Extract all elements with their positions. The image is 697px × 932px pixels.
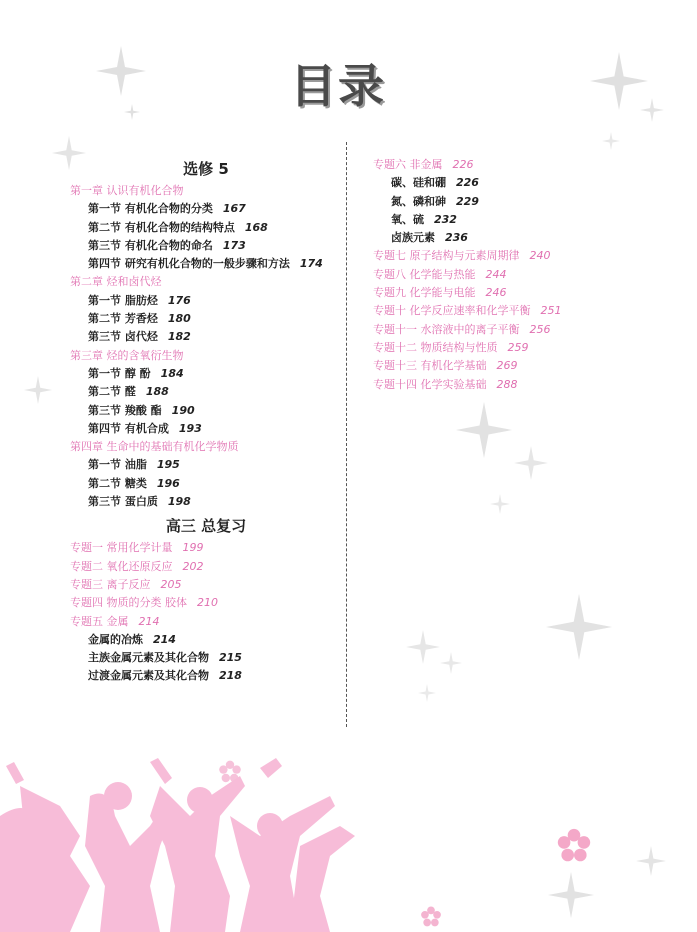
toc-page-number: 176	[167, 293, 191, 307]
toc-page-number: 210	[197, 596, 218, 610]
toc-section-entry[interactable]	[373, 229, 673, 247]
toc-section-entry[interactable]	[70, 365, 342, 383]
toc-chapter-entry[interactable]	[70, 347, 342, 365]
column-divider	[346, 142, 347, 727]
toc-page-number: 182	[167, 330, 191, 344]
toc-section-entry[interactable]	[70, 328, 342, 346]
toc-entry-title: 第一节 有机化合物的分类	[88, 202, 213, 216]
flower-icon	[556, 828, 592, 864]
toc-chapter-entry[interactable]	[373, 321, 673, 339]
toc-entry-title: 专题十四 化学实验基础	[373, 377, 487, 391]
toc-section-entry[interactable]	[70, 255, 342, 273]
toc-section-entry[interactable]	[70, 219, 342, 237]
toc-page-number: 251	[540, 304, 562, 318]
sparkle-icon	[640, 98, 664, 122]
toc-page-number: 226	[452, 158, 474, 171]
toc-page-number: 184	[160, 366, 184, 380]
toc-chapter-entry[interactable]	[70, 558, 342, 576]
toc-chapter-entry[interactable]	[373, 302, 673, 320]
toc-section-entry[interactable]	[373, 193, 673, 211]
toc-page-number: 229	[456, 194, 479, 208]
toc-page-number: 246	[485, 286, 507, 300]
toc-page-number: 199	[182, 541, 204, 555]
sparkle-icon	[548, 872, 594, 918]
toc-entry-title: 专题二 氧化还原反应	[70, 559, 173, 573]
toc-chapter-entry[interactable]	[373, 284, 673, 302]
toc-section-entry[interactable]	[70, 237, 342, 255]
toc-page-number: 236	[445, 231, 468, 245]
toc-entry-title: 氧、硫	[391, 212, 424, 226]
toc-page-number: 226	[456, 176, 479, 190]
toc-entry-title: 第一节 脂肪烃	[88, 293, 158, 307]
toc-section-entry[interactable]	[70, 310, 342, 328]
toc-section-entry[interactable]	[70, 383, 342, 401]
toc-page-number: 190	[171, 403, 195, 417]
toc-entry-title: 第一节 油脂	[88, 458, 147, 472]
toc-section-entry[interactable]	[70, 649, 342, 667]
toc-page-number: 195	[156, 458, 180, 472]
toc-chapter-entry[interactable]	[373, 339, 673, 357]
toc-entry-title: 专题十三 有机化学基础	[373, 359, 487, 373]
toc-section-entry[interactable]	[373, 174, 673, 192]
toc-entry-title: 专题十二 物质结构与性质	[373, 340, 498, 354]
toc-section-entry[interactable]	[70, 292, 342, 310]
toc-entry-title: 氮、磷和砷	[391, 194, 446, 208]
toc-page-number: 218	[219, 669, 242, 683]
toc-entry-title: 第二节 糖类	[88, 476, 147, 490]
toc-section-entry[interactable]	[70, 631, 342, 649]
toc-entry-title: 第二章 烃和卤代烃	[70, 275, 162, 289]
toc-entry-title: 专题八 化学能与热能	[373, 267, 476, 281]
sparkle-icon	[418, 684, 436, 702]
toc-chapter-entry[interactable]	[70, 613, 342, 631]
toc-page-number: 214	[138, 614, 160, 628]
toc-entry-title: 第三章 烃的含氧衍生物	[70, 348, 184, 362]
toc-entry-title: 第一章 认识有机化合物	[70, 184, 184, 197]
toc-entry-title: 第四节 研究有机化合物的一般步骤和方法	[88, 257, 290, 271]
toc-entry-title: 第三节 蛋白质	[88, 495, 158, 509]
section-heading: 选修 5	[183, 160, 229, 178]
toc-page-number: 168	[244, 220, 268, 234]
toc-entry-title: 卤族元素	[391, 231, 435, 245]
toc-entry-title: 主族金属元素及其化合物	[88, 651, 209, 665]
toc-entry-title: 碳、硅和硼	[391, 176, 446, 190]
toc-page-number: 232	[434, 212, 457, 226]
toc-page-number: 215	[219, 651, 242, 665]
toc-chapter-entry[interactable]	[373, 266, 673, 284]
sparkle-icon	[456, 402, 512, 458]
toc-entry-title: 专题三 离子反应	[70, 577, 151, 591]
toc-page-number: 205	[160, 577, 182, 591]
toc-chapter-entry[interactable]	[70, 539, 342, 557]
toc-page-number: 198	[167, 495, 191, 509]
toc-entry-title: 第三节 卤代烃	[88, 330, 158, 344]
toc-chapter-entry[interactable]	[373, 376, 673, 394]
toc-chapter-entry[interactable]	[70, 576, 342, 594]
sparkle-icon	[406, 630, 440, 664]
toc-chapter-entry[interactable]	[373, 156, 673, 174]
toc-page-number: 240	[529, 249, 551, 263]
sparkle-icon	[124, 104, 140, 120]
toc-entry-title: 专题六 非金属	[373, 158, 443, 171]
sparkle-icon	[24, 376, 52, 404]
toc-section-entry[interactable]	[70, 420, 342, 438]
toc-page-number: 202	[182, 559, 204, 573]
toc-chapter-entry[interactable]	[70, 182, 342, 200]
toc-entry-title: 第四节 有机合成	[88, 421, 169, 435]
toc-chapter-entry[interactable]	[373, 357, 673, 375]
toc-entry-title: 专题十一 水溶液中的离子平衡	[373, 322, 520, 336]
toc-chapter-entry[interactable]	[70, 273, 342, 291]
toc-entry-title: 金属的冶炼	[88, 632, 143, 646]
toc-page-number: 214	[153, 632, 176, 646]
toc-list	[70, 182, 342, 511]
page-title: 目录	[290, 59, 386, 113]
sparkle-icon	[514, 446, 548, 480]
toc-page-number: 188	[145, 385, 169, 399]
sparkle-icon	[602, 132, 620, 150]
people-silhouette-illustration	[0, 756, 360, 932]
toc-entry-title: 专题一 常用化学计量	[70, 541, 173, 555]
toc-entry-title: 专题五 金属	[70, 614, 129, 628]
toc-chapter-entry[interactable]	[70, 594, 342, 612]
toc-entry-title: 第三节 羧酸 酯	[88, 403, 162, 417]
toc-page-number: 180	[167, 312, 191, 326]
toc-list	[373, 156, 673, 394]
toc-section-entry[interactable]	[373, 211, 673, 229]
toc-page-number: 288	[496, 377, 518, 391]
sparkle-icon	[96, 46, 146, 96]
toc-section-entry[interactable]	[70, 456, 342, 474]
toc-section-entry[interactable]	[70, 200, 342, 218]
toc-page-number: 174	[299, 257, 323, 271]
toc-page-number: 173	[222, 238, 246, 252]
toc-entry-title: 第三节 有机化合物的命名	[88, 238, 213, 252]
toc-entry-title: 过渡金属元素及其化合物	[88, 669, 209, 683]
sparkle-icon	[546, 594, 612, 660]
toc-entry-title: 专题七 原子结构与元素周期律	[373, 249, 520, 263]
toc-entry-title: 第一节 醇 酚	[88, 366, 151, 380]
toc-chapter-entry[interactable]	[70, 438, 342, 456]
toc-section-entry[interactable]	[70, 493, 342, 511]
toc-page-number: 193	[178, 421, 202, 435]
toc-page-number: 256	[529, 322, 551, 336]
sparkle-icon	[440, 652, 462, 674]
toc-right-column	[373, 156, 673, 394]
toc-page-number: 269	[496, 359, 518, 373]
sparkle-icon	[490, 494, 510, 514]
toc-entry-title: 专题四 物质的分类 胶体	[70, 596, 187, 610]
toc-section-entry[interactable]	[70, 402, 342, 420]
toc-section-entry[interactable]	[70, 667, 342, 685]
toc-page-number: 196	[156, 476, 180, 490]
toc-left-column	[70, 156, 342, 686]
toc-list	[70, 539, 342, 685]
toc-page-number: 167	[222, 202, 246, 216]
toc-entry-title: 专题十 化学反应速率和化学平衡	[373, 304, 531, 318]
toc-section-entry[interactable]	[70, 475, 342, 493]
toc-entry-title: 第二节 有机化合物的结构特点	[88, 220, 235, 234]
section-heading: 高三 总复习	[165, 517, 247, 536]
toc-entry-title: 第二节 醛	[88, 385, 136, 399]
toc-page-number: 259	[507, 340, 529, 354]
sparkle-icon	[636, 846, 666, 876]
toc-page-number: 244	[485, 267, 507, 281]
toc-chapter-entry[interactable]	[373, 247, 673, 265]
toc-entry-title: 第二节 芳香烃	[88, 312, 158, 326]
toc-entry-title: 专题九 化学能与电能	[373, 286, 476, 300]
toc-entry-title: 第四章 生命中的基础有机化学物质	[70, 440, 239, 454]
flower-icon	[420, 906, 442, 928]
